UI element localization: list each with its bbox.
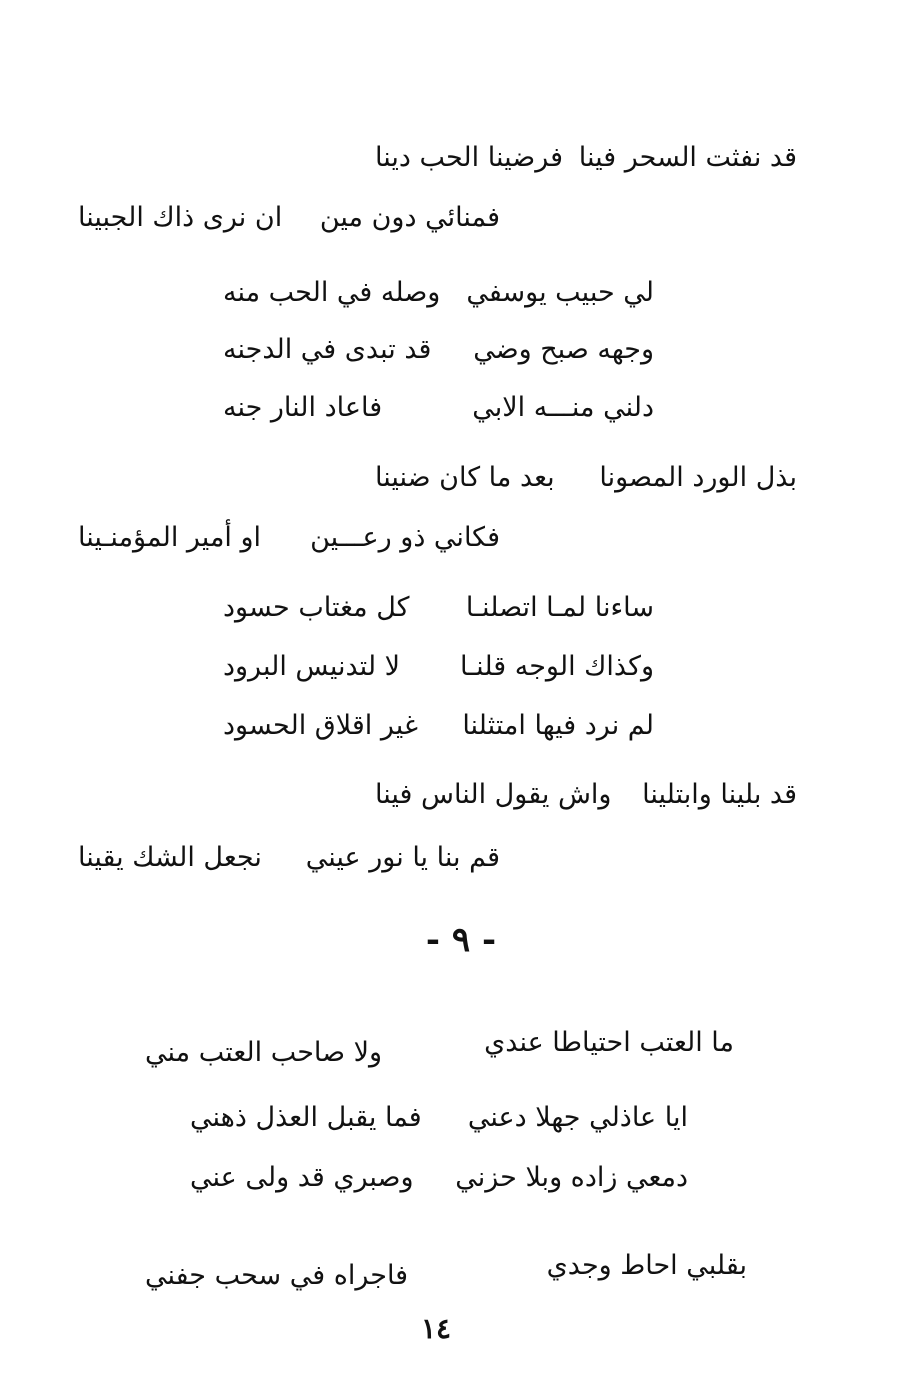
hemistich-right: ساءنا لمـا اتصلنـا: [465, 592, 654, 623]
hemistich-right: ما العتب احتياطا عندي: [484, 1027, 734, 1058]
hemistich-right: قد بلينا وابتلينا: [642, 779, 797, 810]
hemistich-left: وصبري قد ولى عني: [190, 1162, 414, 1193]
hemistich-right: فكاني ذو رعـــين: [310, 522, 500, 553]
hemistich-left: وصله في الحب منه: [223, 277, 441, 308]
hemistich-right: وجهه صبح وضي: [473, 334, 654, 365]
hemistich-right: ايا عاذلي جهلا دعني: [467, 1102, 688, 1133]
hemistich-right: فمنائي دون مين: [319, 202, 500, 233]
hemistich-right: وكذاك الوجه قلنـا: [460, 651, 654, 682]
hemistich-left: بعد ما كان ضنينا: [375, 462, 555, 493]
hemistich-left: فاعاد النار جنه: [223, 392, 383, 423]
hemistich-left: قد تبدى في الدجنه: [223, 334, 432, 365]
hemistich-right: دلني منـــه الابي: [472, 392, 654, 423]
hemistich-left: فما يقبل العذل ذهني: [190, 1102, 422, 1133]
hemistich-left: واش يقول الناس فينا: [375, 779, 612, 810]
hemistich-left: فرضينا الحب دينا: [375, 142, 563, 173]
section-number: - ٩ -: [425, 920, 497, 960]
hemistich-right: دمعي زاده وبلا حزني: [455, 1162, 688, 1193]
hemistich-left: كل مغتاب حسود: [223, 592, 410, 623]
hemistich-right: بقلبي احاط وجدي: [546, 1250, 747, 1281]
hemistich-right: لم نرد فيها امتثلنا: [462, 710, 654, 741]
hemistich-right: لي حبيب يوسفي: [466, 277, 654, 308]
hemistich-left: نجعل الشك يقينا: [78, 842, 262, 873]
hemistich-left: او أمير المؤمنـينا: [78, 522, 262, 553]
page-number: ١٤: [420, 1312, 452, 1345]
hemistich-right: بذل الورد المصونا: [599, 462, 797, 493]
hemistich-right: قم بنا يا نور عيني: [305, 842, 500, 873]
hemistich-left: ولا صاحب العتب مني: [145, 1037, 383, 1068]
hemistich-left: ان نرى ذاك الجبينا: [78, 202, 283, 233]
hemistich-left: لا لتدنيس البرود: [223, 651, 401, 682]
hemistich-left: غير اقلاق الحسود: [223, 710, 419, 741]
hemistich-left: فاجراه في سحب جفني: [145, 1260, 409, 1291]
hemistich-right: قد نفثت السحر فينا: [578, 142, 797, 173]
